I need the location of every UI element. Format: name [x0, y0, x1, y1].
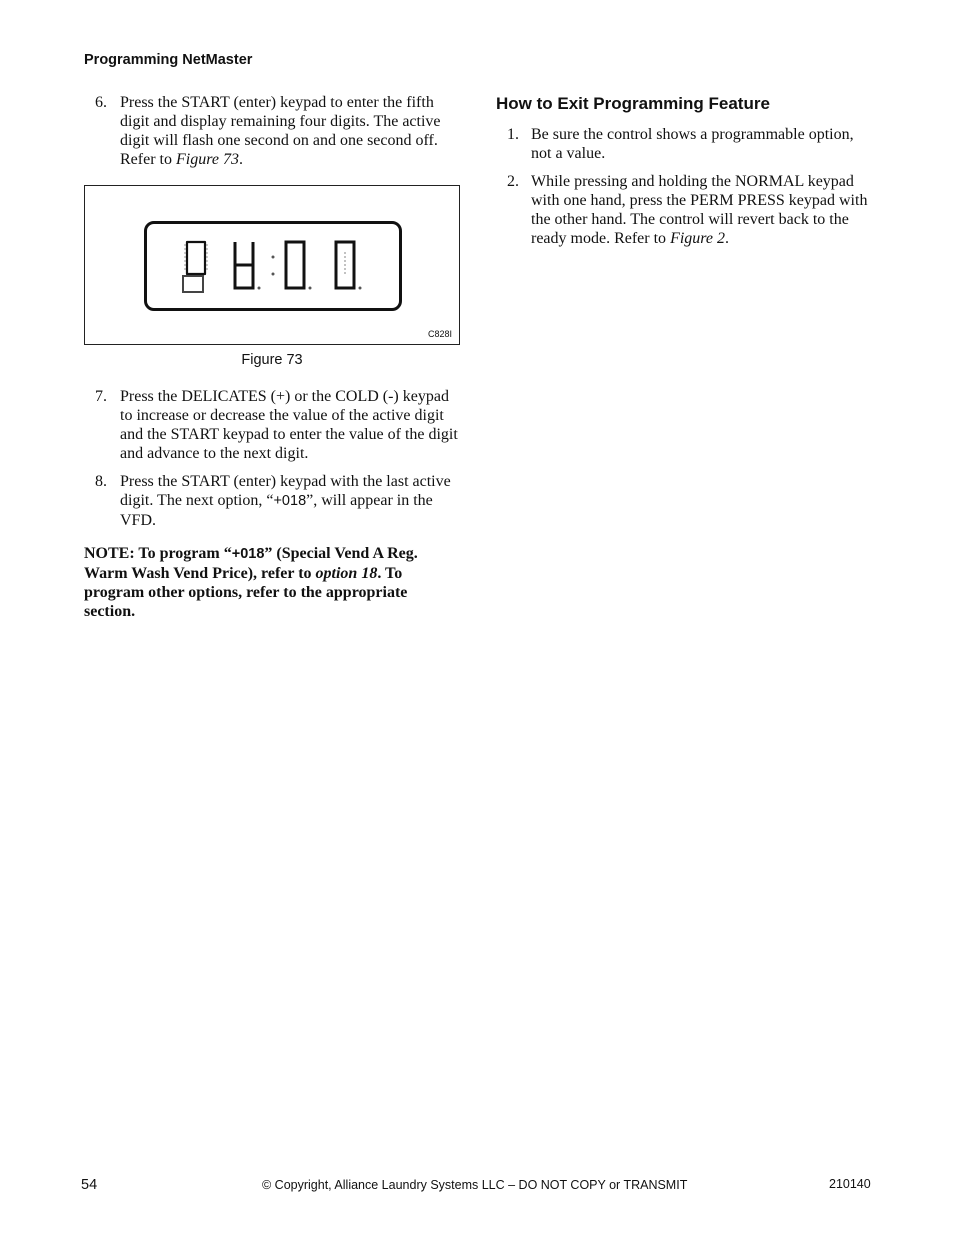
colon-2	[309, 287, 312, 290]
digit-1-shadow	[183, 276, 203, 292]
right-column	[496, 93, 876, 257]
colon-3	[359, 287, 362, 290]
figure-reference: Figure 73	[175, 151, 239, 168]
step-text-end: ”, will appear in the VFD.	[120, 492, 433, 529]
step-6	[84, 93, 460, 169]
step-text: While pressing and holding the NORMAL keypad with one hand, press the PERM PRESS keypad with the other hand. The control will revert back to the ready mode. Refer to	[531, 173, 868, 247]
section-title: How to Exit Programming Feature	[496, 94, 770, 113]
step-7	[84, 387, 460, 463]
step-number: 7.	[95, 388, 107, 405]
step-8	[84, 472, 460, 530]
step-text: Press the DELICATES (+) or the COLD (-) keypad to increase or decrease the value of the active digit and the START keypad to enter the value of the digit and advance to the next digit.	[120, 388, 458, 462]
digit-4	[336, 242, 354, 288]
note-text: . To program other options, refer to the appropriate section.	[84, 565, 408, 620]
running-header: Programming NetMaster	[84, 52, 253, 68]
digit-3	[286, 242, 304, 288]
vfd-display	[144, 221, 402, 311]
digit-2	[235, 242, 253, 288]
step-number: 8.	[95, 473, 107, 490]
step-text: Press the START (enter) keypad with the last active digit. The next option, “	[120, 473, 451, 509]
option-reference: option 18	[315, 565, 378, 582]
step-end: .	[238, 151, 243, 168]
figure-caption: Figure 73	[241, 352, 303, 368]
left-column	[84, 93, 460, 621]
note-option-code: +018	[231, 546, 265, 562]
copyright-notice: © Copyright, Alliance Laundry Systems LLC – DO NOT COPY or TRANSMIT	[262, 1178, 688, 1192]
step-number: 2.	[507, 173, 519, 190]
exit-step-2	[496, 172, 876, 248]
note-text: NOTE: To program “	[84, 545, 232, 562]
digit-1	[185, 242, 207, 274]
step-number: 1.	[507, 126, 519, 143]
figure-73-box	[84, 185, 460, 345]
document-number: 210140	[829, 1177, 871, 1191]
option-code: +018	[273, 493, 307, 509]
note-text: ” (Special Vend A Reg. Warm Wash Vend Price), refer to	[84, 545, 418, 582]
note	[84, 544, 460, 621]
vfd-digits	[147, 224, 399, 308]
step-end: .	[725, 230, 730, 247]
figure-code: C828I	[427, 329, 452, 339]
step-number: 6.	[95, 94, 107, 111]
step-text: Be sure the control shows a programmable option, not a value.	[531, 126, 854, 162]
step-text: Press the START (enter) keypad to enter the fifth digit and display remaining four digits. The active digit will flash one second on and one second off. Refer to	[120, 94, 441, 168]
page-number: 54	[81, 1177, 98, 1193]
figure-reference: Figure 2	[670, 230, 726, 247]
exit-step-1	[496, 125, 876, 163]
colon-1	[258, 256, 275, 290]
